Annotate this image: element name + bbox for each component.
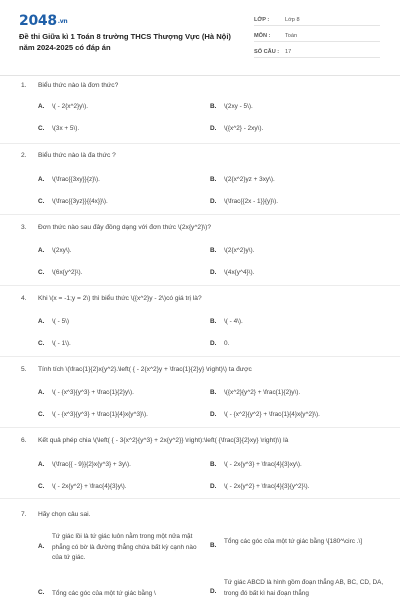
page-title: Đề thi Giữa kì 1 Toán 8 trường THCS Thượng Vực (Hà Nội) năm 2024-2025 có đáp án [19,32,231,52]
option-letter: B. [210,247,217,254]
question-text: Biểu thức nào là đơn thức? [38,82,119,89]
option-letter: B. [210,318,217,325]
option-letter: B. [210,389,217,396]
option-text: \(\frac{{2x - 1}}{y}\). [224,198,278,205]
question-divider [0,214,400,215]
option-text: \( - 5\) [52,318,70,325]
option-text: \( - {x^3}{y^3} + \frac{1}{2}y\). [52,389,134,396]
option-letter: A. [38,461,45,468]
meta-count-row [254,46,380,58]
option-letter: A. [38,103,45,110]
option-letter: C. [38,589,45,596]
option-text: \( - {x^2}{y^2} + \frac{1}{4}x{y^2}\). [224,411,320,418]
option-letter: C. [38,340,45,347]
option-letter: A. [38,389,45,396]
option-letter: A. [38,247,45,254]
option-text: \(\frac{{ - 9}}{2}x{y^3} + 3y\). [52,461,131,468]
question-number: 5. [21,366,27,373]
option-letter: D. [210,340,217,347]
question-number: 1. [21,82,27,89]
option-text: \( - 2x{y^2} + \frac{4}{3}y\). [52,483,127,490]
option-text: \({x^2} - 2xy\). [224,125,264,132]
option-text: Tổng các góc của một tứ giác bằng \[180^\circ .\] [224,538,362,545]
option-letter: A. [38,176,45,183]
option-text: \( - 2x{y^2} + \frac{4}{3}{y^2}\). [224,483,310,490]
option-letter: D. [210,269,217,276]
option-text: \({x^2}{y^2} + \frac{1}{2}y\). [224,389,301,396]
option-letter: C. [38,198,45,205]
option-letter: A. [38,543,45,550]
option-letter: C. [38,483,45,490]
option-letter: B. [210,542,217,549]
option-text: \( - 2x{y^3} + \frac{4}{3}xy\). [224,461,302,468]
option-letter: D. [210,588,217,595]
option-text: \( - 4\). [224,318,243,325]
option-letter: B. [210,103,217,110]
option-letter: C. [38,269,45,276]
option-text: \(\frac{{3yz}}{{4x}}\). [52,198,108,205]
option-letter: C. [38,125,45,132]
meta-key: LỚP : [254,17,270,23]
option-text: Tứ giác ABCD là hình gồm đoạn thẳng AB, BC, CD, DA, trong đó bất kì hai đoạn thẳng [224,579,384,597]
question-number: 2. [21,152,27,159]
meta-key: MÔN : [254,33,271,39]
meta-value: Lớp 8 [285,17,300,23]
option-text: \(\frac{{3xy}}{z}\). [52,176,100,183]
logo-tld: .vn [57,18,68,25]
question-text: Đơn thức nào sau đây đồng dạng với đơn thức \(2x{y^2}\)? [38,224,211,231]
question-divider [0,285,400,286]
question-divider [0,427,400,428]
option-text: \(3x + 5\). [52,125,80,132]
question-number: 6. [21,437,27,444]
question-divider [0,356,400,357]
option-text: \(2xy - 5\). [224,103,253,110]
option-text: \(6x{y^2}\). [52,269,83,276]
site-logo[interactable] [19,13,67,29]
meta-subject-row [254,30,380,42]
question-text: Biểu thức nào là đa thức ? [38,152,116,159]
meta-value: Toán [285,33,298,39]
question-number: 7. [21,511,27,518]
option-text: Tứ giác lồi là tứ giác luôn nằm trong một nửa mặt phẳng có bờ là đường thẳng chứa bất kỳ cạnh nào của tứ giác. [52,533,197,561]
meta-class-row [254,14,380,26]
option-text: \(2{x^2}y\). [224,247,255,254]
option-text: \( - {x^3}{y^3} + \frac{1}{4}x{y^3}\). [52,411,148,418]
question-divider [0,498,400,499]
question-number: 4. [21,295,27,302]
option-letter: D. [210,125,217,132]
meta-key: SỐ CÂU : [254,49,280,55]
option-text: \( - 2{x^2}y\). [52,103,89,110]
document-header [0,0,400,72]
option-letter: A. [38,318,45,325]
option-text: \( - 1\). [52,340,71,347]
header-divider [0,75,400,76]
question-text: Khi \(x = -1;y = 2\) thì biểu thức \({x^2}y - 2\)có giá trị là? [38,295,202,302]
option-letter: C. [38,411,45,418]
question-number: 3. [21,224,27,231]
option-text: 0. [224,340,230,347]
option-text: \(4x{y^4}\). [224,269,255,276]
option-letter: D. [210,411,217,418]
question-text: Tính tích \(\frac{1}{2}x{y^2}.\left( { - 2{x^2}y + \frac{1}{2}y} \right)\) ta được [38,366,252,373]
question-text: Kết quả phép chia \(\left( { - 3{x^2}{y^3} + 2x{y^2}} \right):\left( {\frac{3}{2}xy} \right)\) là [38,437,289,444]
option-text: Tổng các góc của một tứ giác bằng \ [52,590,156,597]
option-text: \(2{x^2}yz + 3xy\). [224,176,275,183]
question-text: Hãy chọn câu sai. [38,511,91,518]
option-letter: B. [210,461,217,468]
meta-value: 17 [285,49,292,55]
question-divider [0,143,400,144]
logo-text: 2048 [19,13,57,29]
option-text: \(2xy\). [52,247,72,254]
option-letter: B. [210,176,217,183]
option-letter: D. [210,198,217,205]
option-letter: D. [210,483,217,490]
